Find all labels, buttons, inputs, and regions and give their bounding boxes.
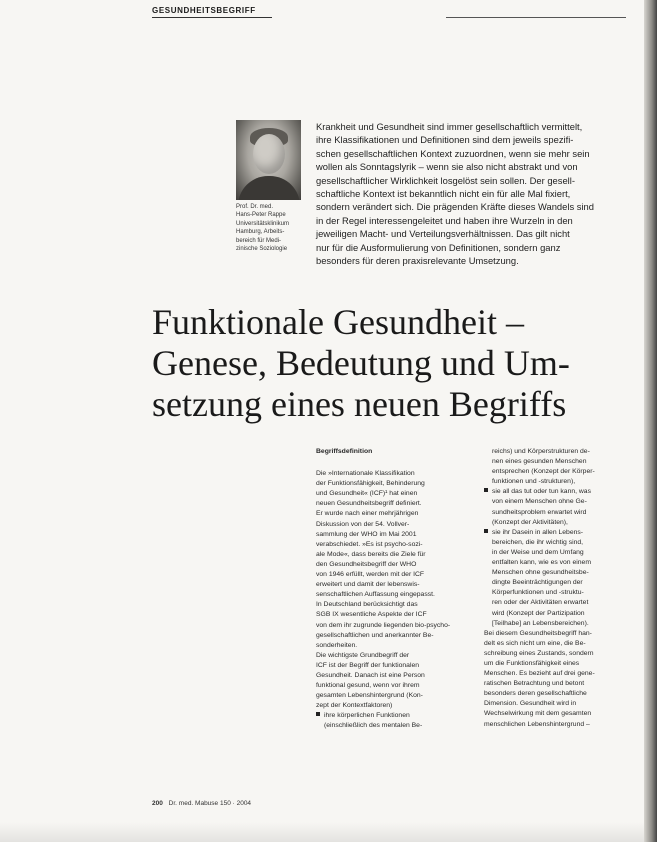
body-line: Körperfunktionen und -struktu-: [492, 589, 584, 597]
body-line: den Gesundheitsbegriff der WHO: [316, 560, 417, 568]
section-label: GESUNDHEITSBEGRIFF: [152, 6, 256, 15]
body-line: delt es sich nicht um eine, die Be-: [484, 639, 586, 647]
body-line: Bei diesem Gesundheitsbegriff han-: [484, 629, 592, 637]
body-line: sundheitsproblem erwartet wird: [492, 508, 587, 516]
body-line: sammlung der WHO im Mai 2001: [316, 530, 417, 538]
header-rule-right: [446, 17, 626, 18]
intro-line: jeweiligen Macht- und Verteilungsverhältnissen. Das gilt nicht: [316, 228, 570, 240]
bullet-item: [484, 528, 634, 538]
body-line: Er wurde nach einer mehrjährigen: [316, 510, 419, 518]
body-line: ICF ist der Begriff der funktionalen: [316, 661, 420, 669]
intro-line: wollen als Sonntagslyrik – wenn sie also nicht abstrakt und von: [316, 161, 578, 173]
body-line: von einem Menschen ohne Ge-: [492, 498, 587, 506]
body-line: (Konzept der Aktivitäten),: [492, 518, 568, 526]
author-photo-head: [253, 134, 285, 174]
intro-line: besonders für deren praxisrelevante Umsetzung.: [316, 255, 519, 267]
header-rule: [152, 17, 272, 18]
caption-line: Prof. Dr. med.: [236, 204, 274, 210]
body-line: gesellschaftlichen und anerkannter Be-: [316, 631, 434, 639]
intro-line: nur für die Ausformulierung von Definitionen, sondern ganz: [316, 241, 561, 253]
journal-name: Dr. med. Mabuse 150 · 2004: [168, 800, 252, 807]
page-edge-shadow: [644, 0, 657, 842]
page-number: 200: [152, 800, 163, 807]
body-line: funktional gesund, wenn vor ihrem: [316, 682, 420, 690]
body-line: In Deutschland berücksichtigt das: [316, 601, 418, 609]
bullet-item: [316, 711, 474, 721]
body-line: Menschen. Es bezieht auf drei gene-: [484, 670, 595, 678]
body-line: sonderheiten.: [316, 641, 358, 649]
intro-line: Krankheit und Gesundheit sind immer gesellschaftlich vermittelt,: [316, 121, 583, 132]
body-line: der Funktionsfähigkeit, Behinderung: [316, 480, 425, 488]
caption-line: Hans-Peter Rappe: [236, 212, 286, 219]
author-photo: [236, 120, 301, 200]
body-line: neuen Gesundheitsbegriff definiert.: [316, 500, 422, 508]
body-line: nen eines gesunden Menschen: [492, 458, 587, 466]
bullet-text: sie all das tut oder tun kann, was: [492, 488, 591, 496]
body-line: senschaftlichen Auffassung eingepasst.: [316, 591, 435, 599]
bullet-icon: [484, 488, 488, 492]
body-line: [Teilhabe] an Lebensbereichen).: [492, 619, 589, 627]
body-line: Gesundheit. Danach ist eine Person: [316, 671, 425, 679]
caption-line: zinische Soziologie: [236, 246, 288, 253]
intro-paragraph: [316, 120, 636, 267]
intro-line: ihre Klassifikationen und Definitionen sind dem jeweils spezifi-: [316, 134, 574, 146]
intro-line: schen gesellschaftlichen Kontext zuzuordnen, wenn sie mehr sein: [316, 147, 590, 159]
bullet-icon: [316, 712, 320, 716]
body-line: gesamten Lebenshintergrund (Kon-: [316, 692, 423, 700]
body-line: reichs) und Körperstrukturen de-: [492, 448, 590, 455]
body-line: von 1946 erfüllt, werden mit der ICF: [316, 571, 425, 579]
caption-line: Hamburg, Arbeits-: [236, 229, 285, 236]
body-line: Dimension. Gesundheit wird in: [484, 700, 577, 708]
body-line: von dem ihr zugrunde liegenden bio-psycho-: [316, 621, 451, 629]
body-line: besonders deren gesellschaftliche: [484, 690, 587, 698]
body-line: dingte Beeinträchtigungen der: [492, 579, 583, 587]
body-line: entfalten kann, wie es von einem: [492, 559, 591, 567]
section-subhead: Begriffsdefinition: [316, 448, 373, 455]
body-line: Diskussion von der 54. Vollver-: [316, 520, 410, 528]
body-line: Die »Internationale Klassifikation: [316, 470, 415, 478]
body-column-right: [484, 447, 634, 730]
body-line: wird (Konzept der Partizipation: [492, 609, 585, 617]
body-line: ren oder der Aktivitäten erwartet: [492, 599, 589, 607]
body-line: (einschließlich des mentalen Be-: [324, 722, 423, 730]
title-line: Funktionale Gesundheit –: [152, 302, 524, 342]
caption-line: Universitätsklinikum: [236, 220, 290, 227]
body-line: um die Funktionsfähigkeit eines: [484, 659, 580, 667]
body-line: in der Weise und dem Umfang: [492, 548, 584, 556]
body-line: schreibung eines Zustands, sondern: [484, 649, 594, 657]
page-footer: [152, 800, 251, 807]
body-line: entsprechen (Konzept der Körper-: [492, 468, 595, 476]
body-line: ratischen Betrachtung und betont: [484, 680, 585, 688]
body-line: zept der Kontextfaktoren): [316, 702, 393, 710]
body-line: verabschiedet. »Es ist psycho-sozi-: [316, 540, 423, 548]
body-line: und Gesundheit« (ICF)¹ hat einen: [316, 490, 418, 498]
article-title: [152, 302, 622, 425]
bullet-item: [484, 487, 634, 497]
body-line: erweitert und damit der lebenswis-: [316, 581, 420, 589]
body-line: funktionen und -strukturen),: [492, 478, 576, 486]
intro-line: in der Regel interessengeleitet und haben ihre Wurzeln in den: [316, 214, 573, 226]
bullet-text: sie ihr Dasein in allen Lebens-: [492, 528, 584, 536]
body-line: SGB IX wesentliche Aspekte der ICF: [316, 611, 427, 619]
title-line: setzung eines neuen Begriffs: [152, 384, 567, 424]
title-line: Genese, Bedeutung und Um-: [152, 343, 570, 383]
caption-line: bereich für Medi-: [236, 237, 282, 244]
body-line: menschlichen Lebenshintergrund –: [484, 720, 590, 728]
intro-line: gesellschaftlicher Wirklichkeit losgelöst sein sollen. Der gesell-: [316, 174, 575, 186]
body-line: Die wichtigste Grundbegriff der: [316, 651, 410, 659]
bullet-icon: [484, 529, 488, 533]
body-line: ale Mode«, dass bereits die Ziele für: [316, 550, 426, 558]
author-caption: [236, 203, 306, 253]
intro-line: sondern verändert sich. Die prägenden Kräfte dieses Wandels sind: [316, 201, 594, 213]
bullet-text: ihre körperlichen Funktionen: [324, 712, 410, 720]
body-line: Menschen ohne gesundheitsbe-: [492, 569, 589, 577]
intro-line: schaftliche Kontext ist bekanntlich nicht ein für alle Mal fixiert,: [316, 188, 571, 200]
body-line: Wechselwirkung mit dem gesamten: [484, 710, 592, 718]
body-line: bereichen, die ihr wichtig sind,: [492, 538, 584, 546]
author-photo-body: [238, 176, 300, 200]
bottom-shade: [0, 822, 644, 842]
body-column-left: [316, 447, 474, 732]
